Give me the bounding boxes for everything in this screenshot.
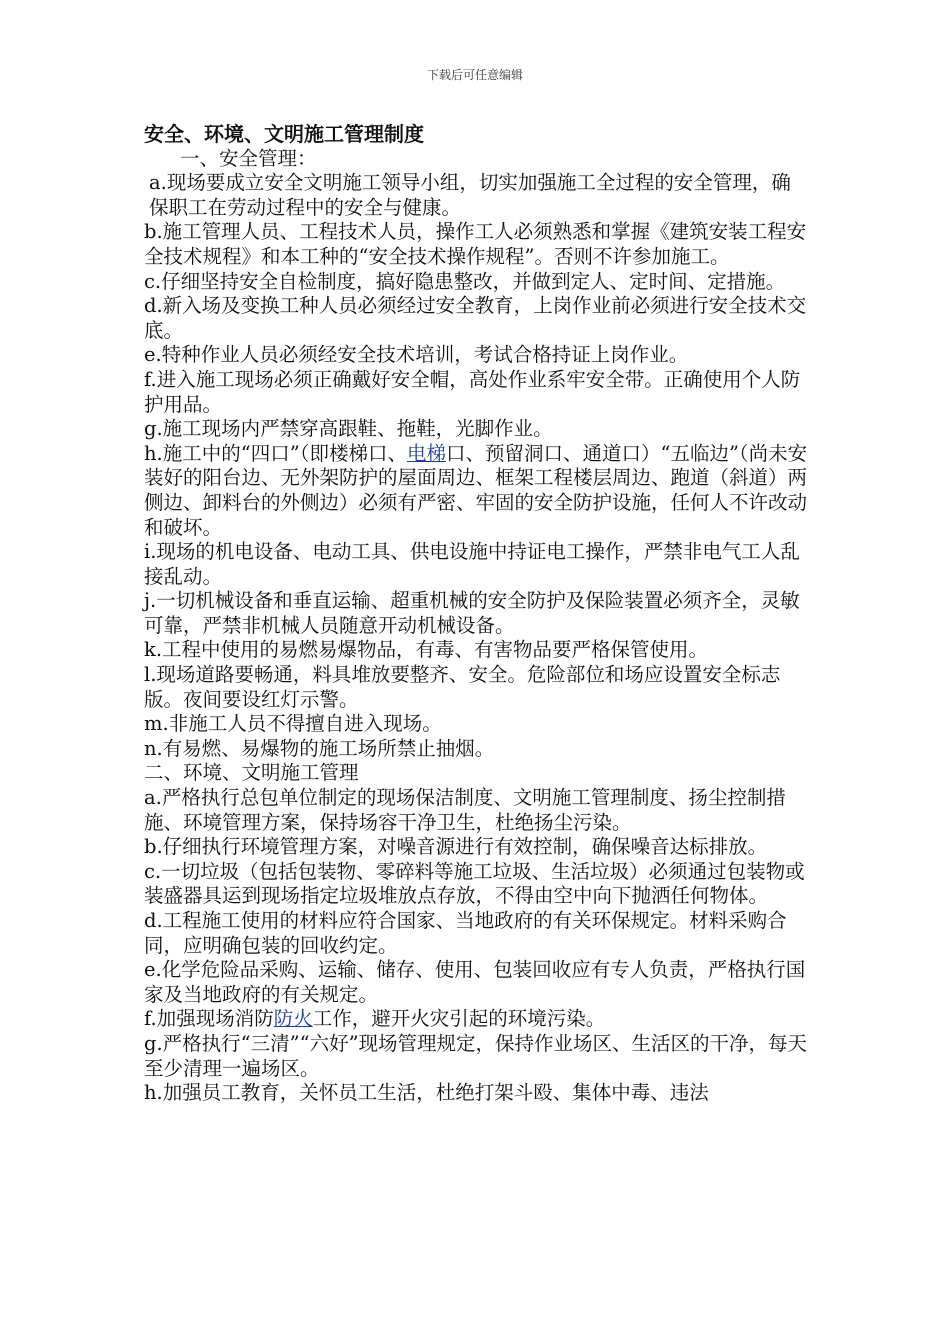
section-2-item-g: g.严格执行“三清”“六好”现场管理规定，保持作业场区、生活区的干净，每天至少清理一遍场区。 xyxy=(144,1031,808,1080)
item-h-text-start: h.施工中的“四口”（即楼梯口、 xyxy=(144,441,407,465)
section-1-item-e: e.特种作业人员必须经安全技术培训，考试合格持证上岗作业。 xyxy=(144,343,689,367)
section-1-item-f: f.进入施工现场必须正确戴好安全帽，高处作业系牢安全带。正确使用个人防护用品。 xyxy=(144,367,801,416)
section-1-item-a: a.现场要成立安全文明施工领导小组，切实加强施工全过程的安全管理，确保职工在劳动过程中的安全与健康。 xyxy=(149,171,791,219)
section-1-item-k: k.工程中使用的易燃易爆物品，有毒、有害物品要严格保管使用。 xyxy=(144,638,709,662)
section-1-item-m: m.非施工人员不得擅自进入现场。 xyxy=(144,712,442,736)
section-2-item-a: a.严格执行总包单位制定的现场保洁制度、文明施工管理制度、扬尘控制措施、环境管理方案，保持场容干净卫生，杜绝扬尘污染。 xyxy=(144,786,786,834)
section-1-item-d: d.新入场及变换工种人员必须经过安全教育，上岗作业前必须进行安全技术交底。 xyxy=(144,294,807,342)
page-header: 下载后可任意编辑 xyxy=(426,68,523,82)
section-2-item-d: d.工程施工使用的材料应符合国家、当地政府的有关环保规定。材料采购合同，应明确包装的回收约定。 xyxy=(144,909,787,957)
fire-prevention-link[interactable]: 防火 xyxy=(273,1007,313,1031)
item-f-text-start: f.加强现场消防 xyxy=(144,1007,274,1031)
section-2-item-c: c.一切垃圾（包括包装物、零碎料等施工垃圾、生活垃圾）必须通过包装物或装盛器具运到现场指定垃圾堆放点存放，不得由空中向下抛洒任何物体。 xyxy=(144,859,805,908)
section-2-heading: 二、环境、文明施工管理 xyxy=(144,761,359,785)
document-title: 安全、环境、文明施工管理制度 xyxy=(144,122,424,146)
section-2-item-h: h.加强员工教育，关怀员工生活，杜绝打架斗殴、集体中毒、违法 xyxy=(144,1081,709,1105)
section-2-item-b: b.仔细执行环境管理方案，对噪音源进行有效控制，确保噪音达标排放。 xyxy=(144,835,768,859)
section-1-heading: 一、安全管理： xyxy=(180,146,317,170)
section-2-item-e: e.化学危险品采购、运输、储存、使用、包装回收应有专人负责，严格执行国家及当地政府的有关规定。 xyxy=(144,958,806,1006)
section-1-item-g: g.施工现场内严禁穿高跟鞋、拖鞋，光脚作业。 xyxy=(144,417,553,441)
section-2-item-f xyxy=(144,1007,809,1032)
section-1-item-l: l.现场道路要畅通，料具堆放要整齐、安全。危险部位和场应设置安全标志版。夜间要设红灯示警。 xyxy=(144,663,781,711)
section-1-item-n: n.有易燃、易爆物的施工场所禁止抽烟。 xyxy=(144,736,495,760)
item-h-text-end: 口、预留洞口、通道口）“五临边”（尚未安装好的阳台边、无外架防护的屋面周边、框架工程楼层周边、跑道（斜道）两侧边、卸料台的外侧边）必须有严密、牢固的安全防护设施，任何人不许改动和破坏。 xyxy=(144,441,808,539)
section-1-item-i: i.现场的机电设备、电动工具、供电设施中持证电工操作，严禁非电气工人乱接乱动。 xyxy=(144,540,800,588)
section-1-item-h xyxy=(144,442,809,540)
item-f-text-end: 工作，避开火灾引起的环境污染。 xyxy=(312,1007,606,1031)
section-1-item-j: j.一切机械设备和垂直运输、超重机械的安全防护及保险装置必须齐全，灵敏可靠，严禁非机械人员随意开动机械设备。 xyxy=(144,589,800,637)
section-1-item-b: b.施工管理人员、工程技术人员，操作工人必须熟悉和掌握《建筑安装工程安全技术规程》和本工种的“安全技术操作规程”。否则不许参加施工。 xyxy=(144,220,807,268)
elevator-link[interactable]: 电梯 xyxy=(406,441,446,465)
section-1-item-c: c.仔细坚持安全自检制度，搞好隐患整改，并做到定人、定时间、定措施。 xyxy=(144,269,786,293)
document-body xyxy=(144,122,809,1106)
